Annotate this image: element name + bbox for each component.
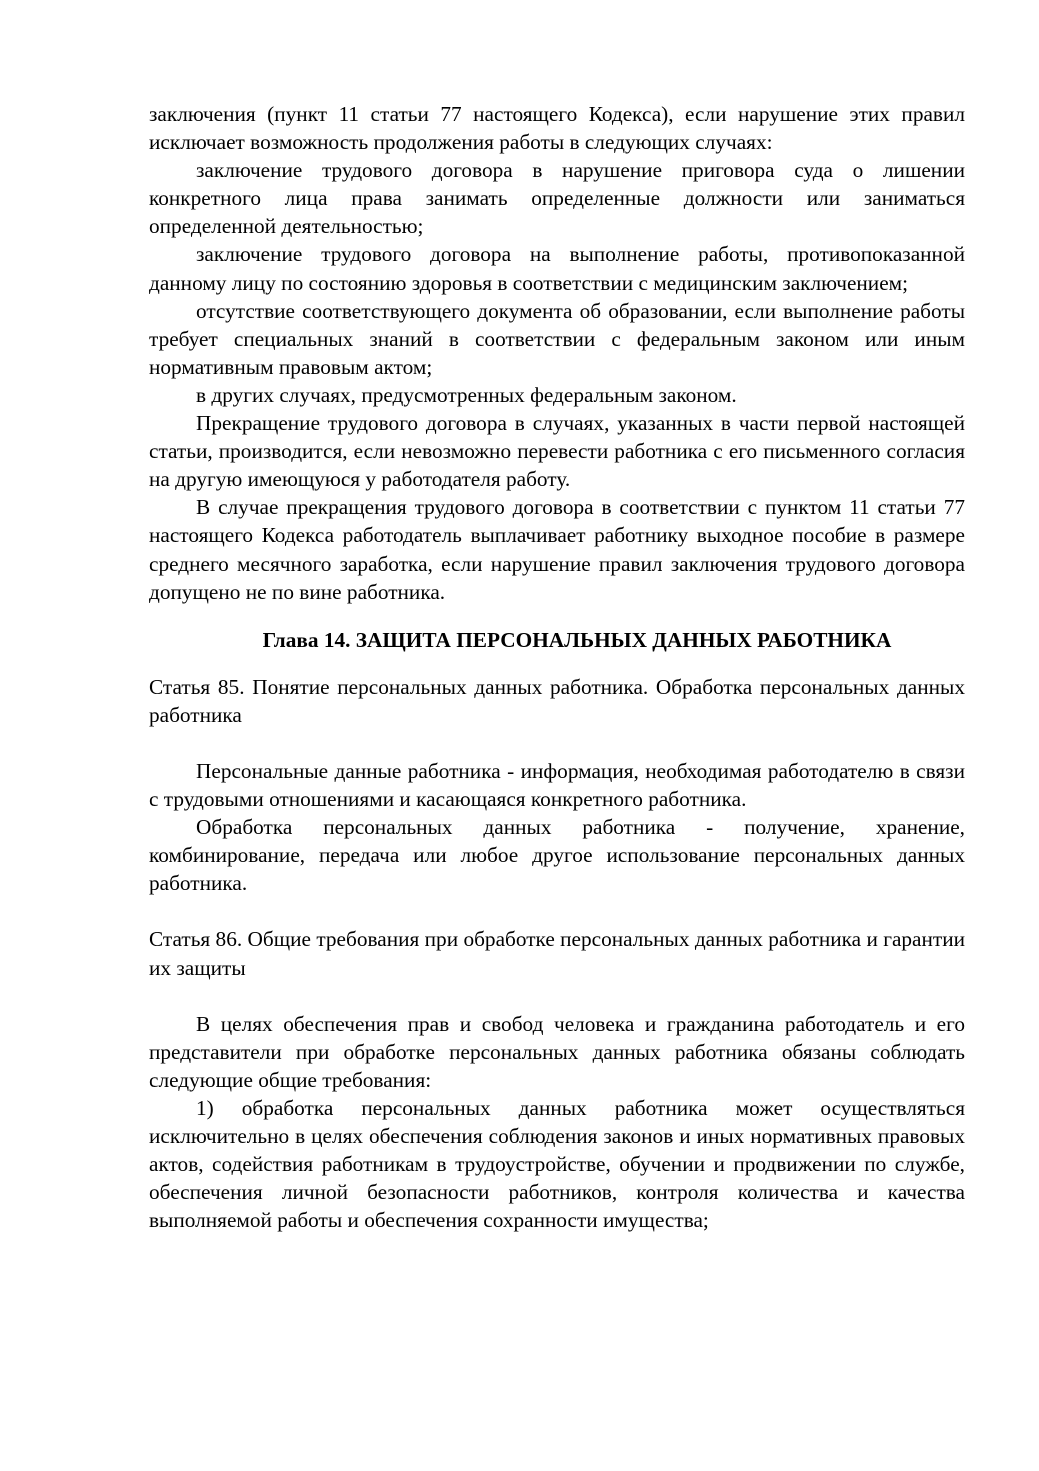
paragraph: 1) обработка персональных данных работника может осуществляться исключительно в целях обеспечения соблюдения законов и иных нормативных правовых актов, содействия работникам в трудоустройстве, обучении и продвижении по службе, обеспечения личной безопасности работников, контроля количества и качества выполняемой работы и обеспечения сохранности имущества; [149, 1095, 965, 1233]
document-body [149, 100, 965, 1234]
article-85-title: Статья 85. Понятие персональных данных работника. Обработка персональных данных работника [149, 674, 965, 727]
paragraph: в других случаях, предусмотренных федеральным законом. [196, 382, 737, 407]
paragraph: заключение трудового договора на выполнение работы, противопоказанной данному лицу по состоянию здоровья в соответствии с медицинским заключением; [149, 242, 965, 295]
paragraph: заключение трудового договора в нарушение приговора суда о лишении конкретного лица права занимать определенные должности или заниматься определенной деятельностью; [149, 158, 965, 239]
paragraph: Персональные данные работника - информация, необходимая работодателю в связи с трудовыми отношениями и касающаяся конкретного работника. [149, 758, 965, 812]
spacer [149, 729, 965, 757]
chapter-heading: Глава 14. ЗАЩИТА ПЕРСОНАЛЬНЫХ ДАННЫХ РАБОТНИКА [262, 627, 892, 652]
paragraph: отсутствие соответствующего документа об образовании, если выполнение работы требует специальных знаний в соответствии с федеральным законом или иным нормативным правовым актом; [149, 298, 965, 379]
article-86-title: Статья 86. Общие требования при обработке персональных данных работника и гарантии их защиты [149, 927, 965, 980]
paragraph: В целях обеспечения прав и свобод человека и гражданина работодатель и его представители при обработке персональных данных работника обязаны соблюдать следующие общие требования: [149, 1011, 965, 1092]
spacer [149, 982, 965, 1010]
paragraph: В случае прекращения трудового договора в соответствии с пунктом 11 статьи 77 настоящего Кодекса работодатель выплачивает работнику выходное пособие в размере среднего месячного заработка, если нарушение правил заключения трудового договора допущено не по вине работника. [149, 495, 965, 604]
paragraph: заключения (пункт 11 статьи 77 настоящего Кодекса), если нарушение этих правил исключает возможность продолжения работы в следующих случаях: [149, 102, 965, 155]
spacer [149, 897, 965, 925]
paragraph: Прекращение трудового договора в случаях, указанных в части первой настоящей статьи, производится, если невозможно перевести работника с его письменного согласия на другую имеющуюся у работодателя работу. [149, 411, 965, 492]
paragraph: Обработка персональных данных работника - получение, хранение, комбинирование, передача или любое другое использование персональных данных работника. [149, 815, 965, 896]
